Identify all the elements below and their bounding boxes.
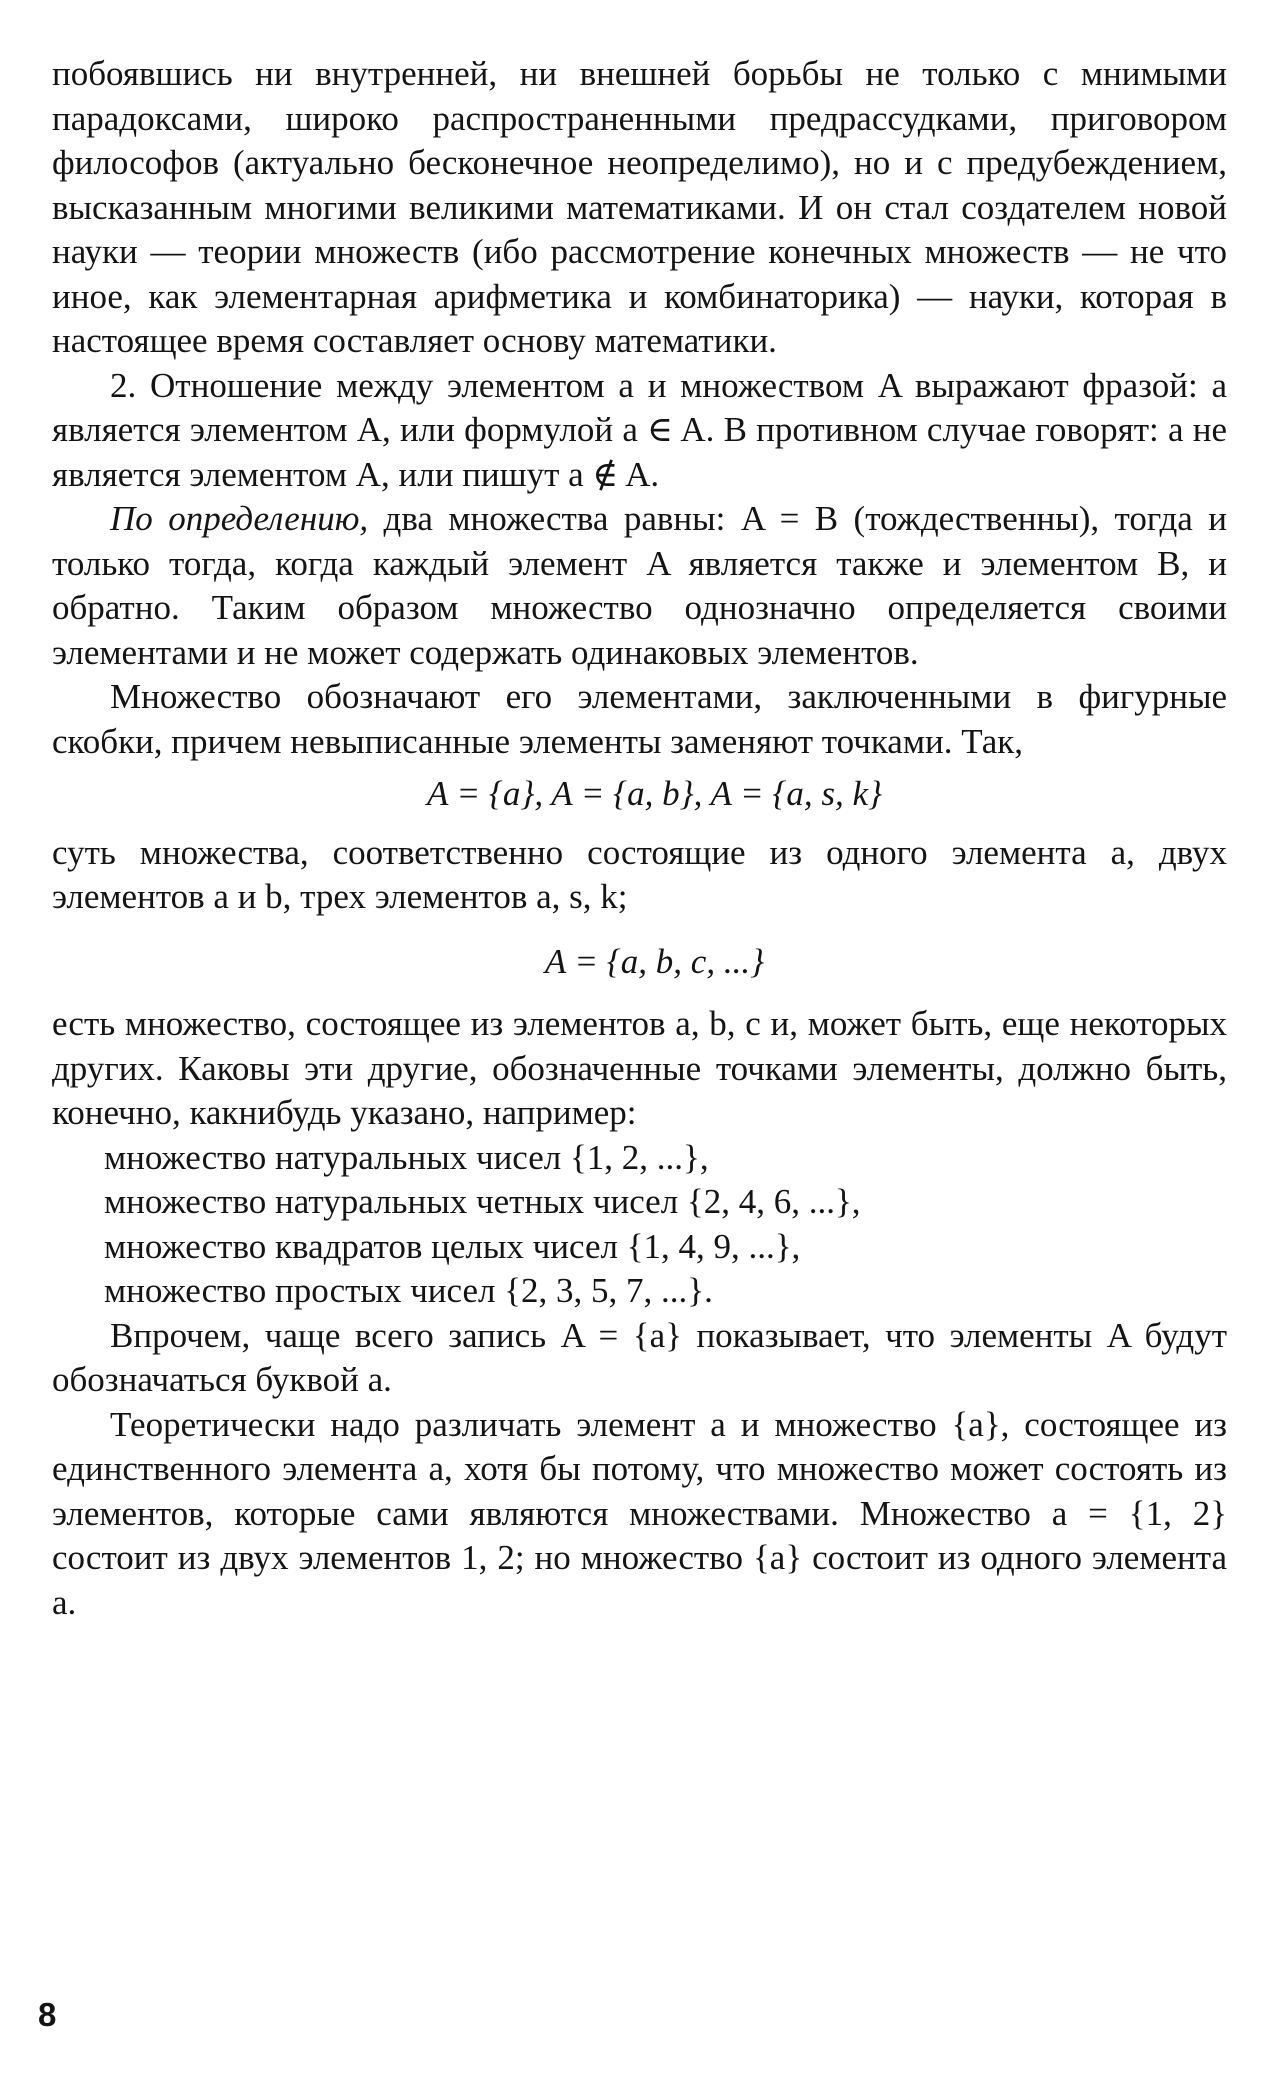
list-item: множество квадратов целых чисел {1, 4, 9, ...},	[104, 1226, 801, 1266]
paragraph-element-vs-set: Теоретически надо различать элемент a и множество {a}, состоящее из единственного элемента a, хотя бы потому, что множество может состоять из элементов, которые сами являются множествами. Множество a = {1, 2} состоит из двух элементов 1, 2; но множество {a} состоит из одного элемента a.	[52, 1404, 1227, 1622]
definition-text: два множества равны: A = B (тождественны), тогда и только тогда, когда каждый элемент A является также и элементом B, и обратно. Таким образом множество однозначно определяется своими элементами и не может содержать одинаковых элементов.	[52, 499, 1227, 672]
definition-lead: По определению,	[110, 499, 369, 538]
list-item: множество натуральных чисел {1, 2, ...},	[104, 1137, 709, 1177]
formula-finite-sets: A = {a}, A = {a, b}, A = {a, s, k}	[427, 774, 882, 813]
list-item: множество простых чисел {2, 3, 5, 7, ...}.	[104, 1271, 713, 1310]
paragraph-element-relation: 2. Отношение между элементом a и множеством A выражают фразой: a является элементом A, или формулой a ∈ A. В противном случае говорят: a не является элементом A, или пишут a ∉ A.	[52, 365, 1227, 494]
examples-list	[52, 1136, 1227, 1314]
formula-open-set: A = {a, b, c, ...}	[544, 941, 765, 981]
paragraph-set-notation: Множество обозначают его элементами, заключенными в фигурные скобки, причем невыписанные элементы заменяют точками. Так,	[52, 677, 1227, 761]
paragraph-open-set-explanation: есть множество, состоящее из элементов a, b, c и, может быть, еще некоторых других. Каковы эти другие, обозначенные точками элементы, должно быть, конечно, какнибудь указано, например:	[52, 1004, 1227, 1132]
paragraph-set-equality	[52, 497, 1227, 675]
page-number: 8	[38, 1996, 57, 2033]
paragraph-finite-sets-explanation: суть множества, соответственно состоящие из одного элемента a, двух элементов a и b, трех элементов a, s, k;	[52, 832, 1227, 916]
list-item: множество натуральных четных чисел {2, 4, 6, ...},	[104, 1182, 861, 1221]
paragraph-notation-remark: Впрочем, чаще всего запись A = {a} показывает, что элементы A будут обозначаться буквой a.	[52, 1315, 1227, 1399]
book-page	[52, 52, 1227, 1625]
paragraph-cantor-conclusion: побоявшись ни внутренней, ни внешней борьбы не только с мнимыми парадоксами, широко распространенными предрассудками, приговором философов (актуально бесконечное неопределимо), но и с предубеждением, высказанным многими великими математиками. И он стал создателем новой науки — теории множеств (ибо рассмотрение конечных множеств — не что иное, как элементарная арифметика и комбинаторика) — науки, которая в настоящее время составляет основу математики.	[52, 54, 1227, 360]
